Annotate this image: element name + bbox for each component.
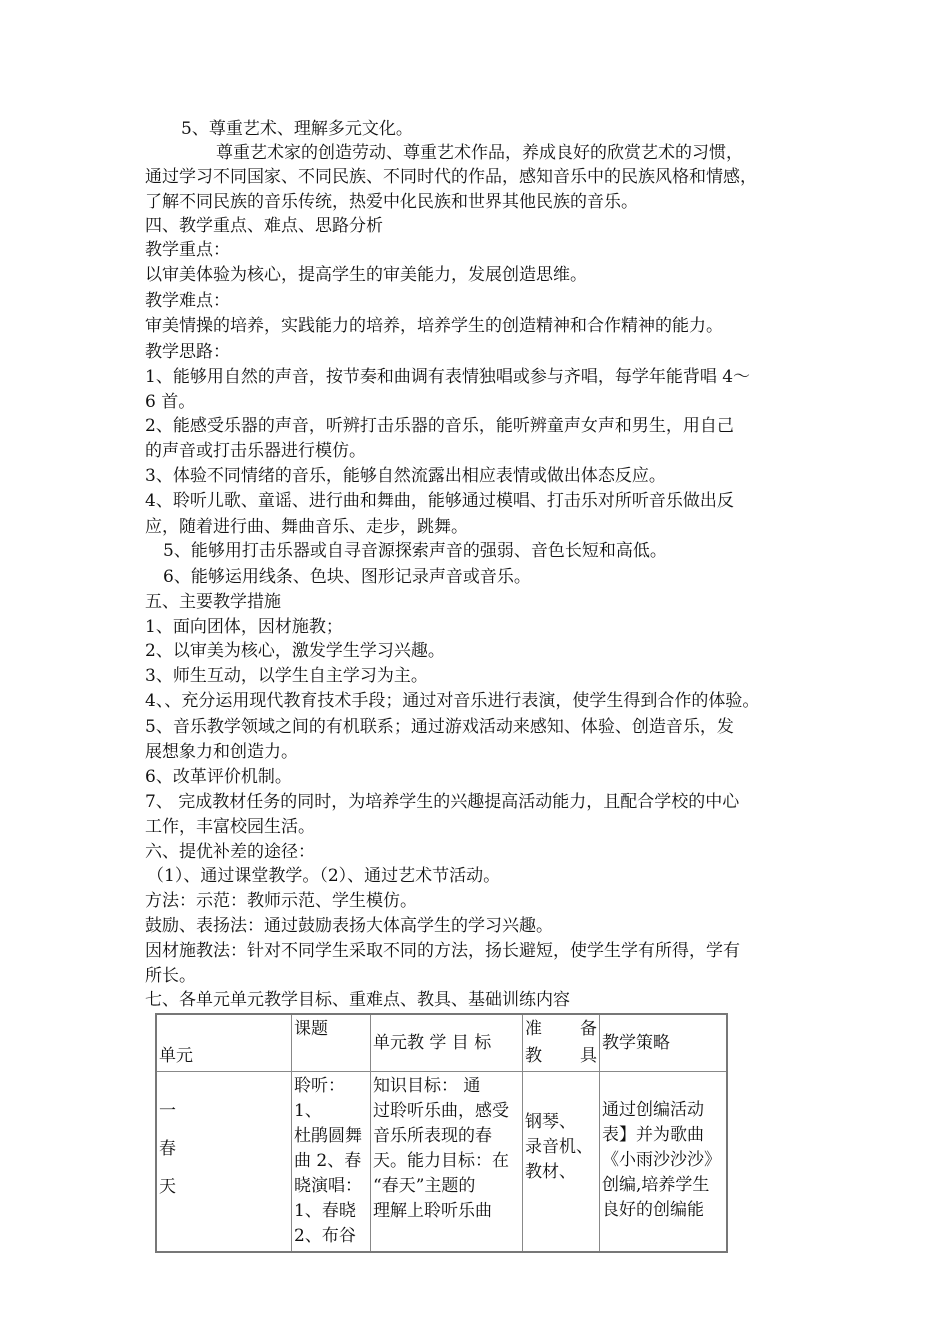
cell-line: 《小雨沙沙沙》 <box>602 1150 721 1170</box>
unit-plan-table <box>155 1013 728 1253</box>
header-unit <box>156 1014 292 1072</box>
text-line: 1、面向团体，因材施教； <box>145 617 343 637</box>
section-heading: 五、主要教学措施 <box>145 592 281 612</box>
text-line: 4、聆听儿歌、童谣、进行曲和舞曲，能够通过模唱、打击乐对所听音乐做出反 <box>145 491 734 511</box>
header-prep-line: 准 备 <box>525 1019 597 1039</box>
header-goal-text: 单元教 学 目 标 <box>373 1032 492 1053</box>
cell-line: 晓演唱： <box>294 1176 362 1196</box>
cell-line: 曲 2、春 <box>294 1151 362 1171</box>
cell-line: 一 <box>159 1101 176 1121</box>
text-line: 方法：示范：教师示范、学生模仿。 <box>145 891 417 911</box>
text-line: 4、、充分运用现代教育技术手段；通过对音乐进行表演，使学生得到合作的体验。 <box>145 691 760 711</box>
header-unit-text: 单元 <box>159 1046 193 1066</box>
cell-line: 表】并为歌曲 <box>602 1125 704 1145</box>
cell-goal <box>371 1072 523 1253</box>
text-line: 6、能够运用线条、色块、图形记录声音或音乐。 <box>163 567 531 587</box>
text-line: 工作，丰富校园生活。 <box>145 817 315 837</box>
section-heading: 六、提优补差的途径： <box>145 842 315 862</box>
cell-line: 杜鹃圆舞 <box>294 1126 362 1146</box>
section-heading: 七、各单元单元教学目标、重难点、教具、基础训练内容 <box>145 990 570 1010</box>
cell-line: “春天”主题的 <box>373 1176 476 1196</box>
section-heading: 四、教学重点、难点、思路分析 <box>145 216 383 236</box>
text-line: 2、能感受乐器的声音，听辨打击乐器的音乐，能听辨童声女声和男生，用自己 <box>145 416 734 436</box>
text-line: 审美情操的培养，实践能力的培养，培养学生的创造精神和合作精神的能力。 <box>145 316 723 336</box>
text-line: 6、改革评价机制。 <box>145 767 292 787</box>
cell-line: 教材、 <box>525 1162 576 1182</box>
cell-strategy <box>600 1072 728 1253</box>
table-row <box>156 1072 727 1253</box>
text-line: 5、尊重艺术、理解多元文化。 <box>181 119 413 139</box>
cell-line: 录音机、 <box>525 1137 593 1157</box>
text-line: 展想象力和创造力。 <box>145 742 298 762</box>
text-line: 7、 完成教材任务的同时，为培养学生的兴趣提高活动能力，且配合学校的中心 <box>145 792 740 812</box>
header-strategy <box>600 1014 728 1072</box>
text-line: 5、能够用打击乐器或自寻音源探索声音的强弱、音色长短和高低。 <box>163 541 667 561</box>
cell-line: 春 <box>159 1139 176 1159</box>
table-header-row <box>156 1014 727 1072</box>
cell-line: 创编,培养学生 <box>602 1175 710 1195</box>
cell-line: 1、春晓 <box>294 1201 356 1221</box>
text-line: （1）、通过课堂教学。（2）、通过艺术节活动。 <box>147 866 501 886</box>
cell-prep <box>523 1072 600 1253</box>
cell-line: 2、布谷 <box>294 1226 356 1246</box>
text-line: 2、以审美为核心，激发学生学习兴趣。 <box>145 641 445 661</box>
text-line: 应，随着进行曲、舞曲音乐、走步，跳舞。 <box>145 517 468 537</box>
text-line: 6 首。 <box>145 392 196 412</box>
cell-line: 理解上聆听乐曲 <box>373 1201 492 1221</box>
header-topic <box>292 1014 371 1072</box>
text-line: 教学重点： <box>145 240 230 260</box>
header-topic-text: 课题 <box>294 1019 328 1039</box>
header-strategy-text: 教学策略 <box>602 1032 670 1053</box>
cell-line: 音乐所表现的春 <box>373 1126 492 1146</box>
cell-line: 天。能力目标：在 <box>373 1151 509 1171</box>
text-line: 通过学习不同国家、不同民族、不同时代的作品，感知音乐中的民族风格和情感， <box>145 167 757 187</box>
cell-line: 天 <box>159 1177 176 1197</box>
text-line: 以审美体验为核心，提高学生的审美能力，发展创造思维。 <box>145 265 587 285</box>
cell-topic <box>292 1072 371 1253</box>
text-line: 因材施教法：针对不同学生采取不同的方法，扬长避短，使学生学有所得，学有 <box>145 941 740 961</box>
text-line: 鼓励、表扬法：通过鼓励表扬大体高学生的学习兴趣。 <box>145 916 553 936</box>
text-line: 教学难点： <box>145 291 230 311</box>
text-line: 3、师生互动，以学生自主学习为主。 <box>145 666 428 686</box>
header-prep-line: 教 具 <box>525 1046 597 1066</box>
cell-line: 良好的创编能 <box>602 1200 704 1220</box>
cell-unit <box>156 1072 292 1253</box>
text-line: 教学思路： <box>145 342 230 362</box>
cell-line: 聆听：1、 <box>294 1076 345 1121</box>
header-goal <box>371 1014 523 1072</box>
text-line: 尊重艺术家的创造劳动、尊重艺术作品，养成良好的欣赏艺术的习惯， <box>216 143 743 163</box>
text-line: 3、体验不同情绪的音乐，能够自然流露出相应表情或做出体态反应。 <box>145 466 666 486</box>
cell-line: 知识目标： 通 <box>373 1076 481 1096</box>
text-line: 所长。 <box>145 966 196 986</box>
text-line: 5、音乐教学领域之间的有机联系；通过游戏活动来感知、体验、创造音乐，发 <box>145 717 734 737</box>
cell-line: 钢琴、 <box>525 1112 576 1132</box>
cell-line: 过聆听乐曲，感受 <box>373 1101 509 1121</box>
cell-line: 通过创编活动 <box>602 1100 704 1120</box>
text-line: 了解不同民族的音乐传统，热爱中化民族和世界其他民族的音乐。 <box>145 192 638 212</box>
text-line: 1、能够用自然的声音，按节奏和曲调有表情独唱或参与齐唱，每学年能背唱 4～ <box>145 367 751 387</box>
header-prep <box>523 1014 600 1072</box>
text-line: 的声音或打击乐器进行模仿。 <box>145 441 366 461</box>
